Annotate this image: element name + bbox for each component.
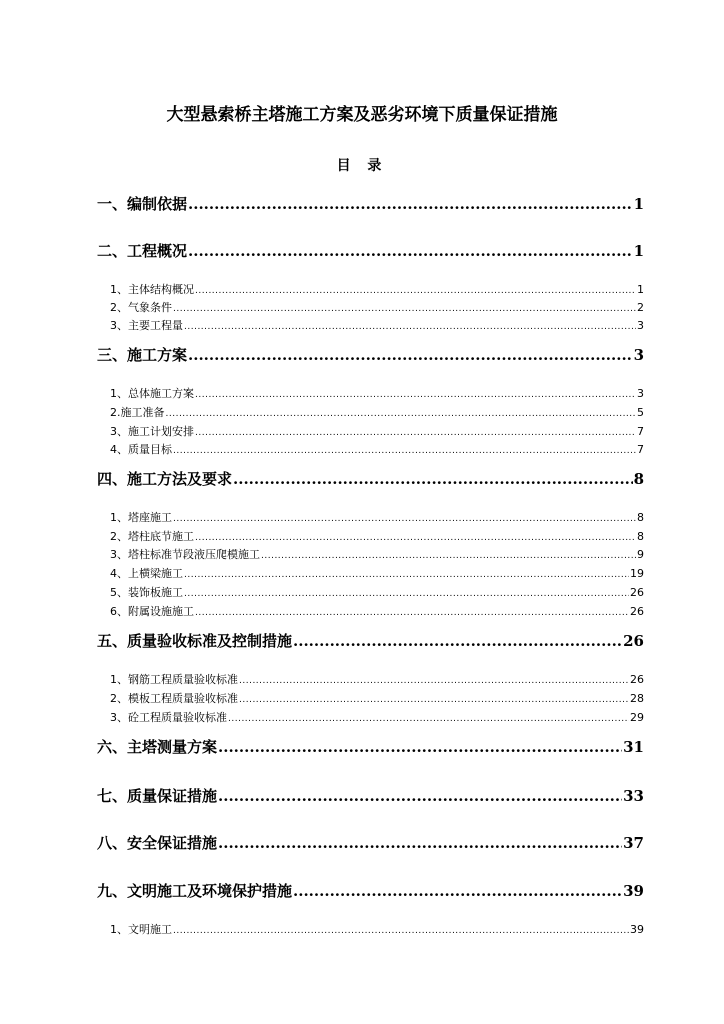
toc-entry-text: 九、文明施工及环境保护措施 (97, 882, 293, 900)
toc-entry-text: 一、编制依据 (97, 195, 188, 213)
toc-entry-6[interactable] (97, 736, 644, 757)
toc-entry-page: 33 (623, 787, 644, 805)
toc-entry-1[interactable] (97, 193, 644, 214)
toc-entry-page: 28 (630, 692, 644, 705)
leader-dots (218, 787, 622, 805)
toc-subentry-4-6[interactable] (110, 603, 644, 619)
toc-entry-page: 26 (630, 605, 644, 618)
leader-dots (173, 304, 636, 314)
toc-entry-text: 五、质量验收标准及控制措施 (97, 632, 293, 650)
toc-subentry-4-4[interactable] (110, 565, 644, 581)
leader-dots (195, 533, 636, 543)
leader-dots (293, 632, 622, 650)
toc-entry-text: 3、施工计划安排 (110, 425, 194, 438)
toc-subentry-2-3[interactable] (110, 317, 644, 333)
toc-entry-text: 1、钢筋工程质量验收标准 (110, 673, 238, 686)
toc-subentry-5-3[interactable] (110, 709, 644, 725)
toc-entry-page: 8 (637, 511, 644, 524)
leader-dots (239, 695, 629, 705)
toc-subentry-5-2[interactable] (110, 690, 644, 706)
document-title: 大型悬索桥主塔施工方案及恶劣环境下质量保证措施 (166, 105, 558, 125)
leader-dots (173, 446, 636, 456)
toc-subentry-4-3[interactable] (110, 546, 644, 562)
toc-entry-4[interactable] (97, 468, 644, 489)
leader-dots (218, 738, 622, 756)
toc-entry-page: 26 (623, 632, 644, 650)
toc-entry-page: 29 (630, 711, 644, 724)
toc-subentry-3-4[interactable] (110, 441, 644, 457)
leader-dots (173, 926, 629, 936)
leader-dots (173, 514, 636, 524)
toc-entry-text: 1、文明施工 (110, 923, 172, 936)
leader-dots (239, 676, 629, 686)
leader-dots (188, 195, 633, 213)
leader-dots (195, 608, 629, 618)
toc-entry-text: 5、装饰板施工 (110, 586, 183, 599)
toc-entry-text: 3、塔柱标准节段液压爬模施工 (110, 548, 260, 561)
toc-subentry-4-1[interactable] (110, 509, 644, 525)
toc-entry-text: 2、模板工程质量验收标准 (110, 692, 238, 705)
toc-subentry-2-2[interactable] (110, 299, 644, 315)
toc-entry-page: 7 (637, 425, 644, 438)
toc-subentry-3-2[interactable] (110, 404, 644, 420)
toc-entry-page: 9 (637, 548, 644, 561)
leader-dots (166, 409, 637, 419)
toc-entry-text: 七、质量保证措施 (97, 787, 218, 805)
toc-entry-page: 5 (637, 406, 644, 419)
toc-entry-page: 3 (633, 346, 644, 364)
leader-dots (188, 242, 633, 260)
toc-entry-page: 26 (630, 586, 644, 599)
leader-dots (184, 589, 629, 599)
toc-entry-text: 2.施工准备 (110, 406, 165, 419)
toc-entry-text: 3、主要工程量 (110, 319, 183, 332)
toc-subentry-2-1[interactable] (110, 281, 644, 297)
toc-entry-7[interactable] (97, 785, 644, 806)
toc-entry-page: 39 (630, 923, 644, 936)
toc-entry-page: 1 (633, 242, 644, 260)
leader-dots (195, 428, 636, 438)
leader-dots (233, 470, 633, 488)
toc-entry-text: 2、气象条件 (110, 301, 172, 314)
toc-entry-page: 3 (637, 387, 644, 400)
toc-entry-page: 3 (637, 319, 644, 332)
leader-dots (261, 551, 636, 561)
leader-dots (195, 390, 636, 400)
toc-entry-3[interactable] (97, 344, 644, 365)
toc-entry-page: 26 (630, 673, 644, 686)
toc-subentry-3-3[interactable] (110, 423, 644, 439)
toc-entry-5[interactable] (97, 630, 644, 651)
toc-entry-page: 1 (637, 283, 644, 296)
toc-entry-text: 八、安全保证措施 (97, 834, 218, 852)
toc-subentry-9-1[interactable] (110, 921, 644, 937)
toc-entry-9[interactable] (97, 880, 644, 901)
toc-entry-text: 四、施工方法及要求 (97, 470, 233, 488)
leader-dots (195, 286, 636, 296)
toc-entry-text: 六、主塔测量方案 (97, 738, 218, 756)
toc-subentry-4-2[interactable] (110, 528, 644, 544)
leader-dots (184, 322, 636, 332)
toc-subentry-4-5[interactable] (110, 584, 644, 600)
leader-dots (293, 882, 622, 900)
toc-entry-page: 37 (623, 834, 644, 852)
toc-entry-text: 3、砼工程质量验收标准 (110, 711, 227, 724)
leader-dots (184, 570, 629, 580)
toc-entry-page: 7 (637, 443, 644, 456)
toc-entry-page: 8 (633, 470, 644, 488)
leader-dots (188, 346, 633, 364)
toc-entry-text: 二、工程概况 (97, 242, 188, 260)
toc-entry-text: 4、上横梁施工 (110, 567, 183, 580)
leader-dots (228, 714, 629, 724)
toc-entry-page: 19 (630, 567, 644, 580)
toc-entry-text: 6、附属设施施工 (110, 605, 194, 618)
toc-entry-2[interactable] (97, 240, 644, 261)
toc-entry-page: 31 (623, 738, 644, 756)
toc-entry-text: 1、主体结构概况 (110, 283, 194, 296)
toc-entry-text: 1、塔座施工 (110, 511, 172, 524)
toc-entry-page: 8 (637, 530, 644, 543)
leader-dots (218, 834, 622, 852)
toc-entry-text: 1、总体施工方案 (110, 387, 194, 400)
toc-entry-page: 1 (633, 195, 644, 213)
toc-entry-text: 2、塔柱底节施工 (110, 530, 194, 543)
toc-heading: 目 录 (336, 158, 388, 174)
toc-entry-page: 39 (623, 882, 644, 900)
toc-entry-text: 三、施工方案 (97, 346, 188, 364)
toc-subentry-3-1[interactable] (110, 385, 644, 401)
toc-entry-8[interactable] (97, 832, 644, 853)
toc-entry-page: 2 (637, 301, 644, 314)
toc-subentry-5-1[interactable] (110, 671, 644, 687)
toc-entry-text: 4、质量目标 (110, 443, 172, 456)
